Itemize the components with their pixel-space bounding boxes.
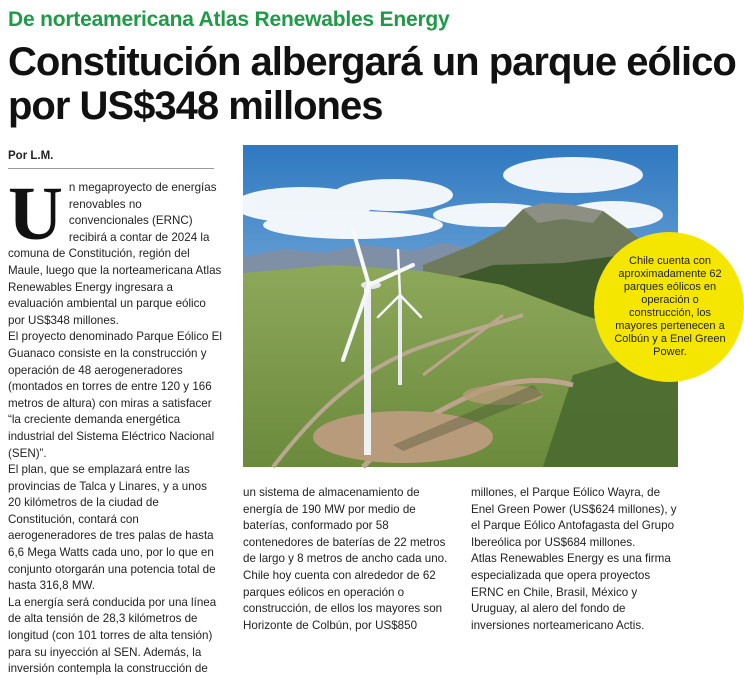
byline-divider xyxy=(8,168,214,169)
paragraph-text: n megaproyecto de energías renovables no convencionales (ERNC) recibirá a contar de 2024 la comuna de Constitución, región del Maule, luego que la norteamericana Atlas Renewables Energy ingresara a evaluación ambiental un parque eólico por US$348 millones. xyxy=(8,181,222,327)
paragraph: La energía será conducida por una línea de alta tensión de 28,3 kilómetros de longitud (con 101 torres de alta tensión) para su inyección al SEN. Además, la inversión contempla la construcción de xyxy=(8,595,217,676)
paragraph: El plan, que se emplazará entre las provincias de Talca y Linares, y a unos 20 kilómetros de la ciudad de Constitución, contará con aerogeneradores de tres palas de hasta 6,6 Mega Watts cada uno, por lo que en conjunto otorgarán una potencia total de hasta 316,8 MW. xyxy=(8,463,216,593)
paragraph: Atlas Renewables Energy es una firma especializada que opera proyectos ERNC en Chile, Brasil, México y Uruguay, al alero del fondo de inversiones norteamericano Actis. xyxy=(471,552,671,632)
paragraph: Chile hoy cuenta con alrededor de 62 parques eólicos en operación o construcción, de ellos los mayores son Horizonte de Colbún, por US$850 xyxy=(243,568,443,632)
article-column-1 xyxy=(8,172,222,678)
callout-bubble xyxy=(594,232,744,382)
paragraph xyxy=(8,172,222,329)
paragraph: El proyecto denominado Parque Eólico El Guanaco consiste en la construcción y operación de 48 aerogeneradores (montados en torres de entre 120 y 166 metros de altura) con miras a satisfacer “la creciente demanda energética industrial del Sistema Eléctrico Nacional (SEN)”. xyxy=(8,330,222,460)
article-column-2 xyxy=(243,485,461,634)
byline: Por L.M. xyxy=(8,150,54,162)
section-kicker: De norteamericana Atlas Renewables Energy xyxy=(8,8,450,31)
article-column-3 xyxy=(471,485,681,634)
callout-text: Chile cuenta con aproximadamente 62 parques eólicos en operación o construcción, los mayores pertenecen a Colbún y a Enel Green Power. xyxy=(614,255,726,358)
paragraph: millones, el Parque Eólico Wayra, de Enel Green Power (US$624 millones), y el Parque Eólico Antofagasta del Grupo Ibereólica por US$684 millones. xyxy=(471,486,677,549)
article-headline: Constitución albergará un parque eólico por US$348 millones xyxy=(8,40,736,128)
paragraph: un sistema de almacenamiento de energía de 190 MW por medio de baterías, conformado por 58 contenedores de baterías de 22 metros de largo y 8 metros de ancho cada uno. xyxy=(243,486,448,566)
drop-cap: U xyxy=(8,172,63,256)
